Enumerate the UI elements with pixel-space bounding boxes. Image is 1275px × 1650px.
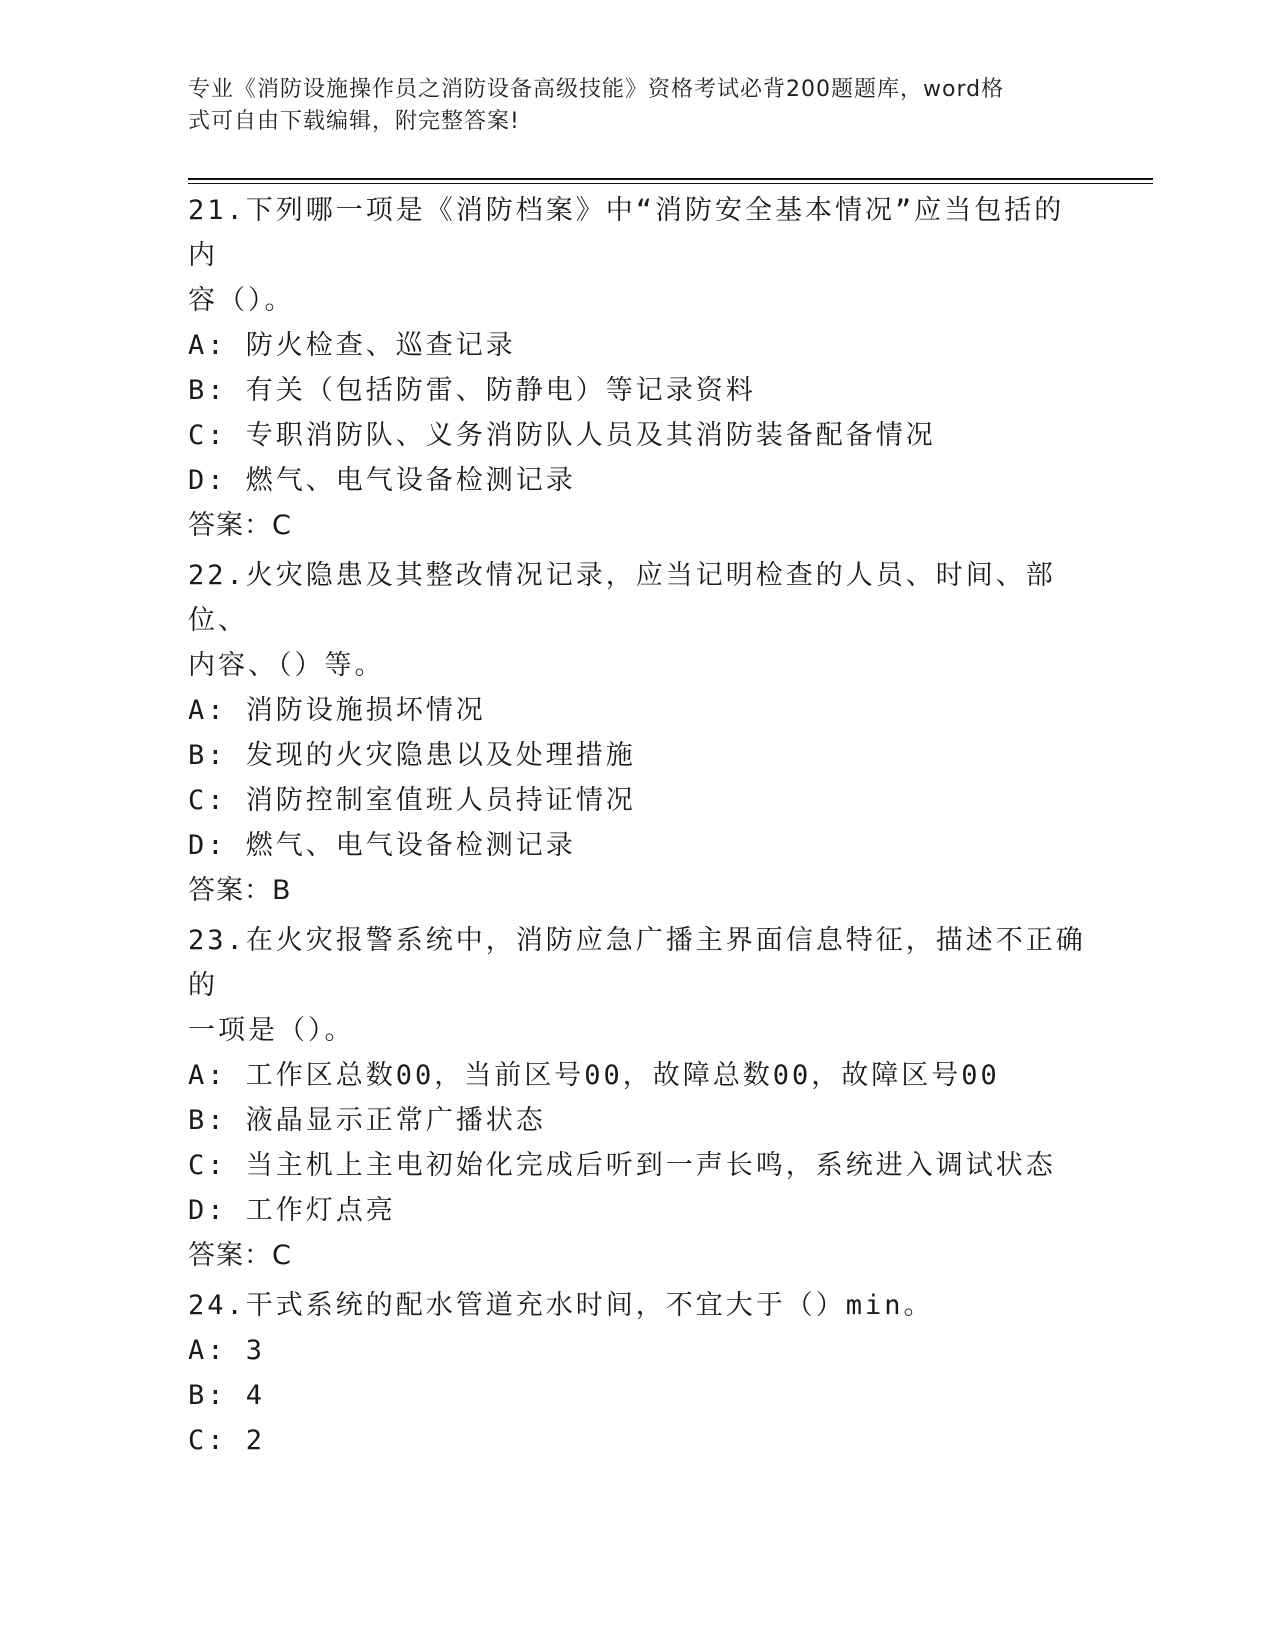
question-stem-line: 内容、（）等。: [188, 650, 385, 681]
question-24: [188, 1283, 1088, 1463]
document-header: [188, 74, 1068, 138]
option-c: C: 专职消防队、义务消防队人员及其消防装备配备情况: [188, 420, 936, 451]
question-23: [188, 918, 1088, 1278]
option-a: A: 防火检查、巡查记录: [188, 330, 516, 361]
option-b: B: 有关（包括防雷、防静电）等记录资料: [188, 375, 756, 406]
header-divider-thin: [188, 183, 1153, 184]
question-stem-line: 21.下列哪一项是《消防档案》中“消防安全基本情况”应当包括的内: [188, 195, 1065, 271]
answer-line: 答案：C: [188, 510, 292, 541]
option-b: B: 4: [188, 1380, 266, 1411]
option-b: B: 发现的火灾隐患以及处理措施: [188, 740, 636, 771]
header-line-1: 专业《消防设施操作员之消防设备高级技能》资格考试必背200题题库，word格: [188, 77, 1005, 102]
question-stem-line: 24.干式系统的配水管道充水时间，不宜大于（）min。: [188, 1290, 934, 1321]
option-c: C: 2: [188, 1425, 266, 1456]
option-d: D: 燃气、电气设备检测记录: [188, 465, 576, 496]
question-22: [188, 553, 1088, 913]
answer-line: 答案：B: [188, 875, 292, 906]
option-d: D: 燃气、电气设备检测记录: [188, 830, 576, 861]
answer-line: 答案：C: [188, 1240, 292, 1271]
option-b: B: 液晶显示正常广播状态: [188, 1105, 546, 1136]
option-a: A: 3: [188, 1335, 266, 1366]
option-c: C: 消防控制室值班人员持证情况: [188, 785, 636, 816]
header-line-2: 式可自由下载编辑，附完整答案!: [188, 109, 520, 134]
question-21: [188, 188, 1088, 548]
question-stem-line: 22.火灾隐患及其整改情况记录，应当记明检查的人员、时间、部位、: [188, 560, 1056, 636]
question-stem-line: 一项是（）。: [188, 1015, 355, 1046]
question-stem-line: 容（）。: [188, 285, 295, 316]
option-a: A: 消防设施损坏情况: [188, 695, 486, 726]
option-d: D: 工作灯点亮: [188, 1195, 396, 1226]
question-stem-line: 23.在火灾报警系统中，消防应急广播主界面信息特征，描述不正确的: [188, 925, 1086, 1001]
option-a: A: 工作区总数00，当前区号00，故障总数00，故障区号00: [188, 1060, 1000, 1091]
option-c: C: 当主机上主电初始化完成后听到一声长鸣，系统进入调试状态: [188, 1150, 1056, 1181]
header-divider-thick: [188, 178, 1153, 180]
